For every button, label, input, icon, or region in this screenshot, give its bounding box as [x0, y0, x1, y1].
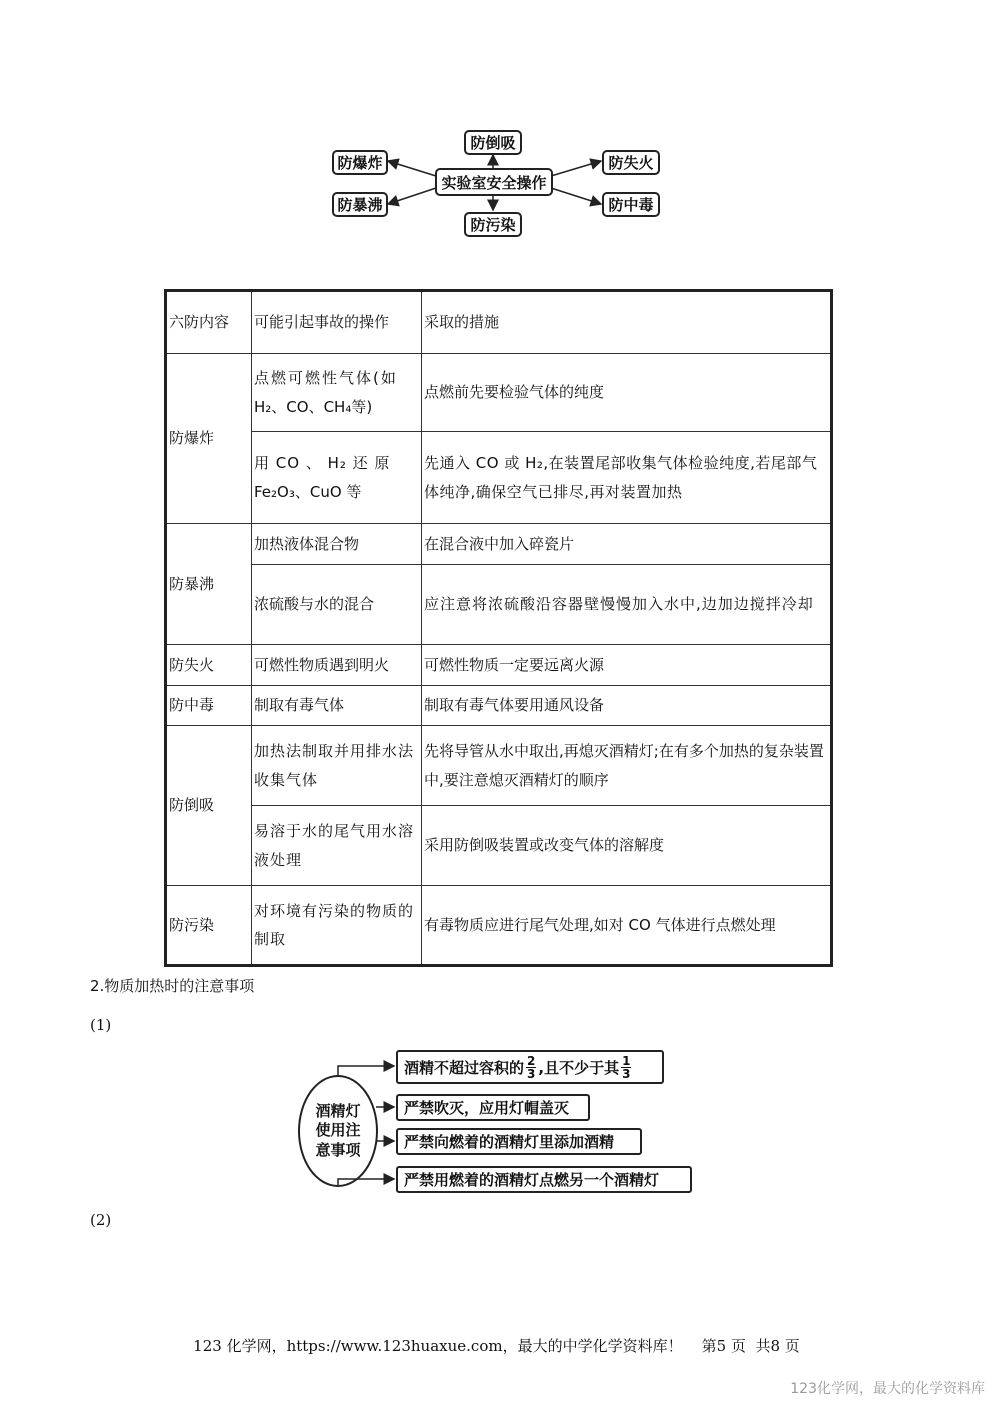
- row-label-poison: 防中毒: [166, 686, 252, 726]
- cell-operation: 对环境有污染的物质的制取: [252, 886, 422, 966]
- row-label-pollution: 防污染: [166, 886, 252, 966]
- cell-operation: 加热法制取并用排水法收集气体: [252, 726, 422, 806]
- rule-text: ,且不少于其: [538, 1058, 620, 1077]
- table-row: [166, 645, 832, 686]
- rule-text: 酒精不超过容积的: [404, 1058, 525, 1077]
- fraction-numerator: 1: [622, 1053, 631, 1068]
- op-line: 点燃可燃性气体(如: [254, 369, 398, 387]
- cell-measure: 有毒物质应进行尾气处理,如对 CO 气体进行点燃处理: [422, 886, 832, 966]
- table-row: [166, 726, 832, 806]
- node-bumping: 防暴沸: [332, 192, 388, 217]
- fraction-denominator: 3: [622, 1066, 631, 1081]
- header-content: 六防内容: [166, 291, 252, 354]
- cell-operation: 浓硫酸与水的混合: [252, 565, 422, 645]
- cell-measure: 在混合液中加入碎瓷片: [422, 524, 832, 565]
- table-header-row: [166, 291, 832, 354]
- table-row: [166, 686, 832, 726]
- lamp-rule-ignite: 严禁用燃着的酒精灯点燃另一个酒精灯: [396, 1166, 692, 1193]
- cell-measure: 采用防倒吸装置或改变气体的溶解度: [422, 806, 832, 886]
- row-label-explosion: 防爆炸: [166, 354, 252, 524]
- row-label-fire: 防失火: [166, 645, 252, 686]
- cell-operation: [252, 432, 422, 524]
- op-line: 用 CO 、 H₂ 还 原: [254, 454, 391, 472]
- cell-operation: 加热液体混合物: [252, 524, 422, 565]
- cell-operation: 易溶于水的尾气用水溶液处理: [252, 806, 422, 886]
- watermark-text: 123化学网，最大的化学资料库: [790, 1381, 985, 1397]
- lamp-rule-refill: 严禁向燃着的酒精灯里添加酒精: [396, 1128, 642, 1155]
- safety-table: [164, 289, 833, 967]
- op-line: Fe₂O₃、CuO 等: [254, 482, 362, 501]
- cell-measure: 可燃性物质一定要远离火源: [422, 645, 832, 686]
- header-operation: 可能引起事故的操作: [252, 291, 422, 354]
- cell-operation: [252, 354, 422, 432]
- table-row: [166, 886, 832, 966]
- fraction-two-thirds: [526, 1055, 536, 1080]
- cell-measure: 点燃前先要检验气体的纯度: [422, 354, 832, 432]
- lamp-rule-extinguish: 严禁吹灭，应用灯帽盖灭: [396, 1094, 590, 1121]
- section-title: 2.物质加热时的注意事项: [90, 977, 255, 995]
- node-fire: 防失火: [602, 150, 660, 175]
- fraction-denominator: 3: [527, 1066, 536, 1081]
- table-row: [166, 806, 832, 886]
- table-row: [166, 432, 832, 524]
- page-footer: 123 化学网，https://www.123huaxue.com，最大的中学化学资料库！ 第5 页 共8 页: [193, 1337, 800, 1355]
- item-label-2: (2): [90, 1211, 112, 1229]
- item-label-1: (1): [90, 1016, 112, 1034]
- table-row: [166, 354, 832, 432]
- cell-measure: 先将导管从水中取出,再熄灭酒精灯;在有多个加热的复杂装置中,要注意熄灭酒精灯的顺序: [422, 726, 832, 806]
- lamp-rule-volume: [396, 1050, 664, 1084]
- cell-measure: 制取有毒气体要用通风设备: [422, 686, 832, 726]
- node-suckback: 防倒吸: [464, 130, 522, 155]
- lamp-center-text: 酒精灯使用注意事项: [315, 1101, 361, 1159]
- node-center: 实验室安全操作: [435, 168, 553, 196]
- node-explosion: 防爆炸: [332, 150, 388, 175]
- cell-operation: 可燃性物质遇到明火: [252, 645, 422, 686]
- lamp-center-node: [298, 1075, 378, 1187]
- row-label-suckback: 防倒吸: [166, 726, 252, 886]
- cell-operation: 制取有毒气体: [252, 686, 422, 726]
- table-row: [166, 565, 832, 645]
- cell-measure: 应注意将浓硫酸沿容器壁慢慢加入水中,边加边搅拌冷却: [422, 565, 832, 645]
- cell-measure: 先通入 CO 或 H₂,在装置尾部收集气体检验纯度,若尾部气体纯净,确保空气已排尽,再对装置加热: [422, 432, 832, 524]
- header-measure: 采取的措施: [422, 291, 832, 354]
- op-line: H₂、CO、CH₄等): [254, 397, 373, 416]
- fraction-numerator: 2: [527, 1053, 536, 1068]
- table-row: [166, 524, 832, 565]
- node-poison: 防中毒: [602, 192, 660, 217]
- row-label-bumping: 防暴沸: [166, 524, 252, 645]
- node-pollution: 防污染: [464, 212, 522, 237]
- fraction-one-third: [621, 1055, 631, 1080]
